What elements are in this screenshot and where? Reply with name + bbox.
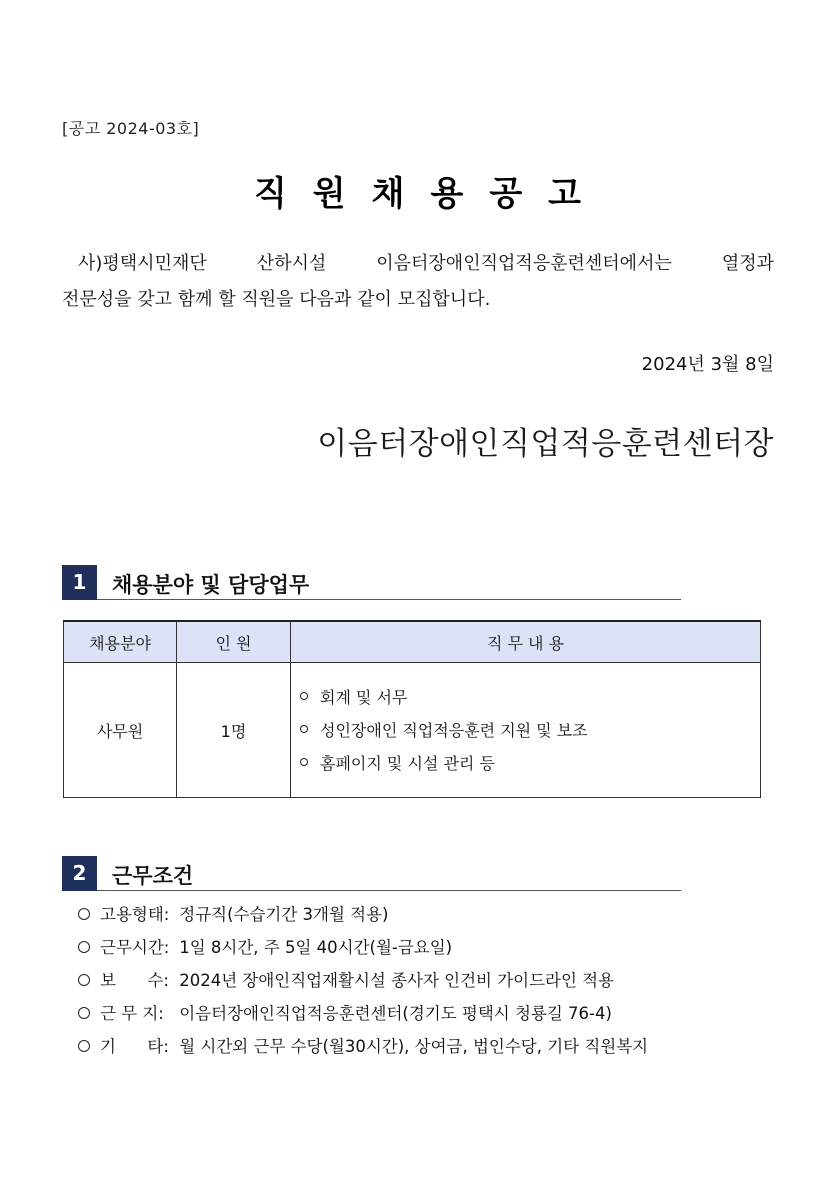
section-title: 근무조건 [112,864,194,888]
duty-text: 회계 및 서무 [320,687,408,707]
organization-signature: 이음터장애인직업적응훈련센터장 [317,426,774,462]
duties-table [63,620,761,798]
section-1-header [62,565,681,600]
circle-bullet-icon [78,908,90,920]
condition-value: 정규직(수습기간 3개월 적용) [179,905,389,924]
circle-bullet-icon [78,1040,90,1052]
condition-value: 월 시간외 근무 수당(월30시간), 상여금, 법인수당, 기타 직원복지 [179,1037,649,1056]
condition-label: 근무시간: [100,938,170,957]
conditions-list [78,900,648,1065]
list-item [78,999,648,1032]
duty-text: 홈페이지 및 시설 관리 등 [320,753,495,773]
section-number-badge: 1 [62,565,97,600]
section-title: 채용분야 및 담당업무 [112,573,310,597]
circle-bullet-icon [300,758,308,766]
table-row [64,663,761,798]
circle-bullet-icon [300,692,308,700]
page-title: 직원채용공고 [253,174,608,214]
list-item [78,966,648,999]
intro-paragraph [62,246,774,318]
circle-bullet-icon [300,725,308,733]
list-item [300,681,759,714]
circle-bullet-icon [78,1007,90,1019]
count-cell: 1명 [177,663,291,798]
notice-number: [공고 2024-03호] [62,119,200,138]
list-item [78,1032,648,1065]
duty-text: 성인장애인 직업적응훈련 지원 및 보조 [320,720,588,740]
list-item [300,714,759,747]
circle-bullet-icon [78,974,90,986]
duties-cell [291,663,761,798]
table-header-row [64,621,761,663]
list-item [78,900,648,933]
condition-label: 고용형태: [100,905,170,924]
circle-bullet-icon [78,941,90,953]
condition-value: 1일 8시간, 주 5일 40시간(월-금요일) [179,938,453,957]
condition-label: 근 무 지: [100,1004,164,1023]
condition-label: 보 수: [100,971,169,990]
field-cell: 사무원 [64,663,177,798]
notice-date: 2024년 3월 8일 [641,354,774,375]
condition-label: 기 타: [100,1037,169,1056]
table-header-cell: 직 무 내 용 [291,621,761,663]
condition-value: 이음터장애인직업적응훈련센터(경기도 평택시 청룡길 76-4) [179,1004,612,1023]
condition-value: 2024년 장애인직업재활시설 종사자 인건비 가이드라인 적용 [179,971,615,990]
intro-line-2: 전문성을 갖고 함께 할 직원을 다음과 같이 모집합니다. [62,289,491,310]
list-item [78,933,648,966]
section-2-header [62,856,681,891]
list-item [300,747,759,780]
intro-line-1: 사)평택시민재단 산하시설 이음터장애인직업적응훈련센터에서는 열정과 [78,253,774,274]
section-number-badge: 2 [62,856,97,891]
table-header-cell: 채용분야 [64,621,177,663]
table-header-cell: 인 원 [177,621,291,663]
